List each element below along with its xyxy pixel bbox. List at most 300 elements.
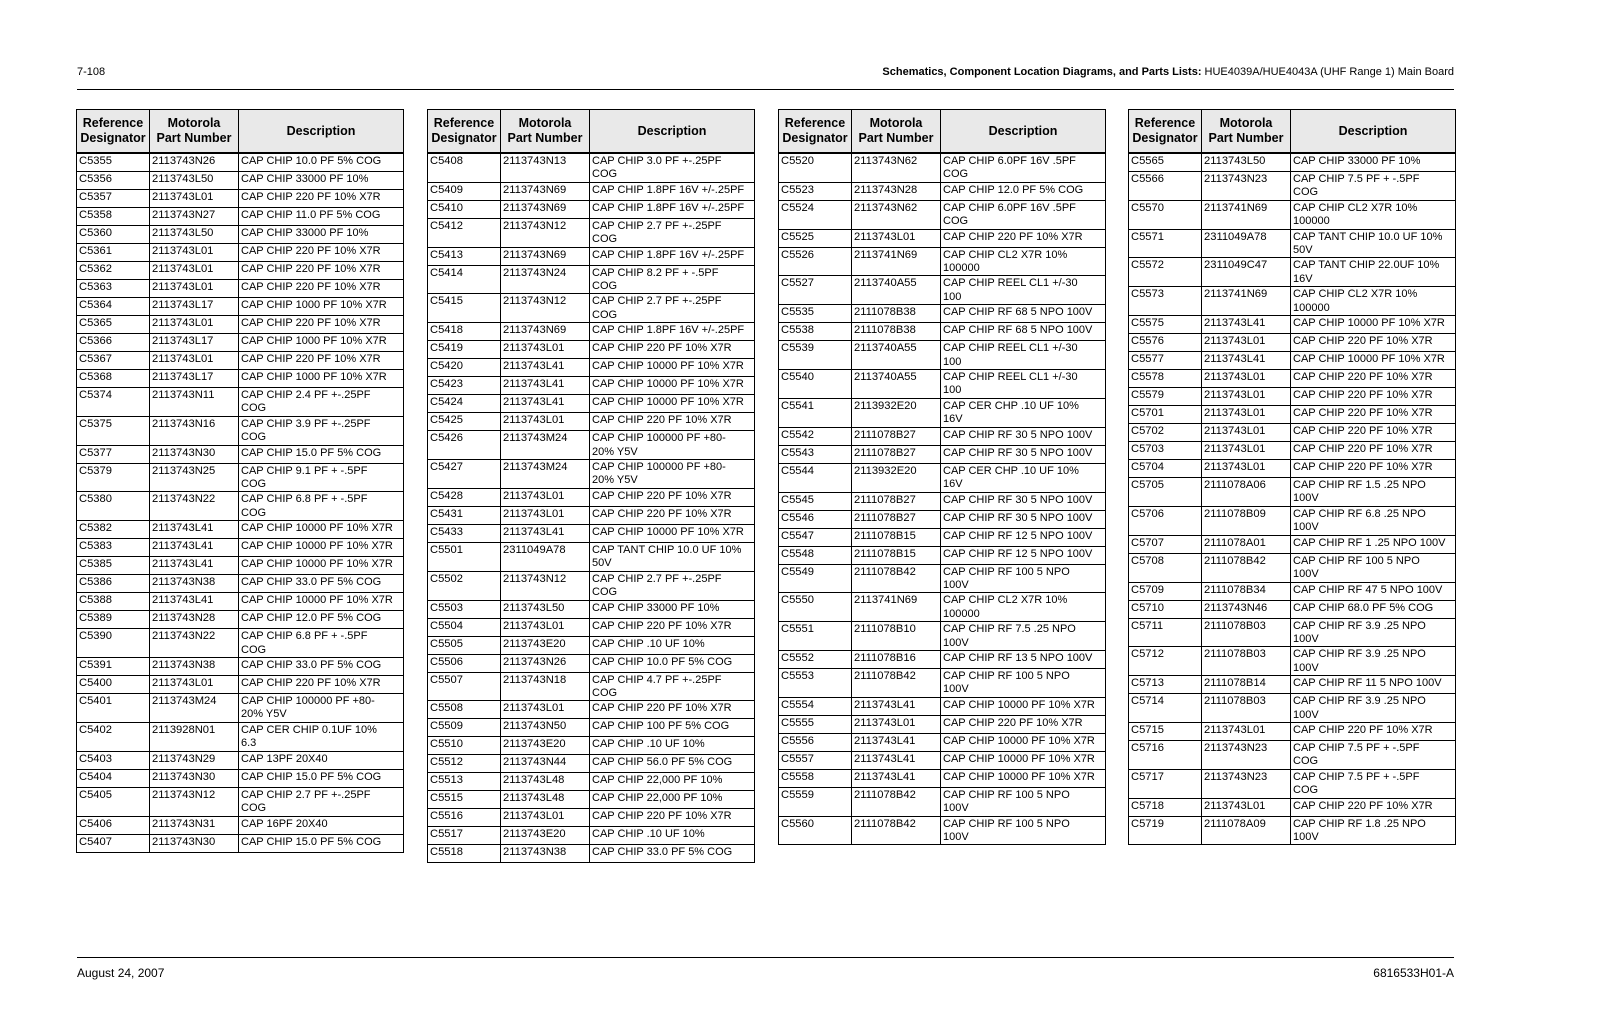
table-row <box>77 593 404 611</box>
table-row <box>77 658 404 676</box>
table-row <box>779 463 1106 492</box>
part-number: 2113743N12 <box>501 294 590 323</box>
part-number: 2113743L41 <box>852 697 941 715</box>
col-header-part-number: Motorola Part Number <box>1202 110 1291 154</box>
table-row <box>1129 816 1456 845</box>
part-number: 2111078A01 <box>1202 535 1291 553</box>
part-number: 2113743N30 <box>150 769 239 787</box>
part-number: 2113743L41 <box>852 733 941 751</box>
description: CAP CHIP RF 100 5 NPO 100V <box>941 564 1106 593</box>
reference-designator: C5413 <box>428 247 501 265</box>
table-row <box>77 153 404 172</box>
part-number: 2113743L01 <box>501 341 590 359</box>
description: CAP CHIP 11.0 PF 5% COG <box>239 208 404 226</box>
part-number: 2113743L41 <box>1202 316 1291 334</box>
table-row <box>428 701 755 719</box>
description: CAP CHIP 220 PF 10% X7R <box>1291 334 1456 352</box>
table-row <box>428 524 755 542</box>
part-number: 2113743N69 <box>501 323 590 341</box>
reference-designator: C5554 <box>779 697 852 715</box>
part-number: 2113740A55 <box>852 370 941 399</box>
reference-designator: C5517 <box>428 827 501 845</box>
table-row <box>77 416 404 445</box>
part-number: 2113743N11 <box>150 388 239 417</box>
table-row <box>1129 424 1456 442</box>
description: CAP CHIP .10 UF 10% <box>590 636 755 654</box>
table-row <box>77 676 404 694</box>
part-number: 2111078B15 <box>852 546 941 564</box>
reference-designator: C5410 <box>428 200 501 218</box>
part-number: 2111078B16 <box>852 650 941 668</box>
reference-designator: C5712 <box>1129 647 1202 676</box>
reference-designator: C5366 <box>77 334 150 352</box>
description: CAP CHIP 1.8PF 16V +/-.25PF <box>590 323 755 341</box>
col-header-description: Description <box>1291 110 1456 154</box>
reference-designator: C5555 <box>779 715 852 733</box>
reference-designator: C5424 <box>428 395 501 413</box>
reference-designator: C5360 <box>77 226 150 244</box>
part-number: 2113743L41 <box>501 377 590 395</box>
table-row <box>779 715 1106 733</box>
reference-designator: C5556 <box>779 733 852 751</box>
table-row <box>1129 172 1456 201</box>
reference-designator: C5355 <box>77 153 150 172</box>
part-number: 2113743L01 <box>1202 388 1291 406</box>
table-row <box>1129 553 1456 582</box>
description: CAP CHIP 220 PF 10% X7R <box>239 280 404 298</box>
part-number: 2113743N31 <box>150 816 239 834</box>
description: CAP CHIP 220 PF 10% X7R <box>239 262 404 280</box>
reference-designator: C5525 <box>779 229 852 247</box>
reference-designator: C5363 <box>77 280 150 298</box>
table-row <box>1129 582 1456 600</box>
table-row <box>77 575 404 593</box>
reference-designator: C5565 <box>1129 153 1202 172</box>
reference-designator: C5361 <box>77 244 150 262</box>
part-number: 2113743L17 <box>150 334 239 352</box>
reference-designator: C5374 <box>77 388 150 417</box>
reference-designator: C5412 <box>428 218 501 247</box>
reference-designator: C5711 <box>1129 618 1202 647</box>
description: CAP CER CHIP 0.1UF 10% 6.3 <box>239 722 404 751</box>
description: CAP CHIP RF 3.9 .25 NPO 100V <box>1291 618 1456 647</box>
table-row <box>77 816 404 834</box>
description: CAP CHIP 10000 PF 10% X7R <box>239 557 404 575</box>
part-number: 2113743N18 <box>501 672 590 701</box>
description: CAP CHIP 10000 PF 10% X7R <box>590 524 755 542</box>
reference-designator: C5704 <box>1129 460 1202 478</box>
part-number: 2111078B10 <box>852 622 941 651</box>
part-number: 2113743N23 <box>1202 740 1291 769</box>
description: CAP CHIP 10000 PF 10% X7R <box>239 521 404 539</box>
part-number: 2111078B03 <box>1202 694 1291 723</box>
table-row <box>77 370 404 388</box>
table-row <box>779 427 1106 445</box>
reference-designator: C5708 <box>1129 553 1202 582</box>
reference-designator: C5510 <box>428 737 501 755</box>
description: CAP CHIP RF 12 5 NPO 100V <box>941 546 1106 564</box>
description: CAP CHIP 22,000 PF 10% <box>590 791 755 809</box>
description: CAP CHIP 2.7 PF +-.25PF COG <box>590 218 755 247</box>
table-row <box>779 323 1106 341</box>
col-header-description: Description <box>941 110 1106 154</box>
part-number: 2113743N12 <box>501 571 590 600</box>
part-number: 2113743L01 <box>150 676 239 694</box>
col-header-reference: Reference Designator <box>77 110 150 154</box>
parts-table-3 <box>778 109 1106 845</box>
part-number: 2113743L01 <box>1202 798 1291 816</box>
description: CAP CHIP 15.0 PF 5% COG <box>239 445 404 463</box>
table-row <box>77 722 404 751</box>
description: CAP CHIP 1.8PF 16V +/-.25PF <box>590 247 755 265</box>
part-number: 2113743N69 <box>501 182 590 200</box>
part-number: 2113741N69 <box>1202 287 1291 316</box>
description: CAP CHIP 220 PF 10% X7R <box>590 341 755 359</box>
description: CAP CHIP REEL CL1 +/-30 100 <box>941 370 1106 399</box>
description: CAP CHIP .10 UF 10% <box>590 827 755 845</box>
part-number: 2113743L41 <box>501 524 590 542</box>
reference-designator: C5573 <box>1129 287 1202 316</box>
description: CAP CHIP 10000 PF 10% X7R <box>590 395 755 413</box>
table-row <box>779 668 1106 697</box>
description: CAP CHIP 3.9 PF +-.25PF COG <box>239 416 404 445</box>
table-row <box>1129 722 1456 740</box>
table-row <box>77 694 404 723</box>
table-row <box>779 697 1106 715</box>
description: CAP CER CHP .10 UF 10% 16V <box>941 463 1106 492</box>
table-row <box>77 388 404 417</box>
reference-designator: C5718 <box>1129 798 1202 816</box>
reference-designator: C5368 <box>77 370 150 388</box>
description: CAP CHIP 10000 PF 10% X7R <box>1291 352 1456 370</box>
table-row <box>77 611 404 629</box>
description: CAP CHIP CL2 X7R 10% 100000 <box>941 593 1106 622</box>
table-row <box>77 557 404 575</box>
part-number: 2113743L01 <box>501 488 590 506</box>
reference-designator: C5407 <box>77 834 150 852</box>
description: CAP CHIP 15.0 PF 5% COG <box>239 769 404 787</box>
description: CAP CHIP RF 1.8 .25 NPO 100V <box>1291 816 1456 845</box>
col-header-reference: Reference Designator <box>428 110 501 154</box>
description: CAP CHIP 220 PF 10% X7R <box>239 352 404 370</box>
description: CAP CHIP 33.0 PF 5% COG <box>239 658 404 676</box>
table-row <box>428 506 755 524</box>
reference-designator: C5409 <box>428 182 501 200</box>
part-number: 2113743L01 <box>1202 460 1291 478</box>
description: CAP CHIP RF 100 5 NPO 100V <box>1291 553 1456 582</box>
description: CAP CHIP RF 13 5 NPO 100V <box>941 650 1106 668</box>
table-row <box>1129 153 1456 172</box>
part-number: 2113743L48 <box>501 791 590 809</box>
reference-designator: C5578 <box>1129 370 1202 388</box>
part-number: 2111078B42 <box>852 787 941 816</box>
part-number: 2113743N25 <box>150 463 239 492</box>
part-number: 2113743L01 <box>1202 334 1291 352</box>
description: CAP CHIP 220 PF 10% X7R <box>239 244 404 262</box>
table-row <box>779 370 1106 399</box>
table-row <box>779 751 1106 769</box>
part-number: 2113743L50 <box>1202 153 1291 172</box>
part-number: 2311049C47 <box>1202 258 1291 287</box>
description: CAP CHIP 10000 PF 10% X7R <box>941 769 1106 787</box>
reference-designator: C5566 <box>1129 172 1202 201</box>
table-row <box>779 564 1106 593</box>
part-number: 2113743N30 <box>150 834 239 852</box>
table-row <box>779 247 1106 276</box>
part-number: 2113743L50 <box>150 172 239 190</box>
description: CAP CHIP CL2 X7R 10% 100000 <box>1291 200 1456 229</box>
reference-designator: C5428 <box>428 488 501 506</box>
reference-designator: C5406 <box>77 816 150 834</box>
table-row <box>77 280 404 298</box>
description: CAP CHIP 2.7 PF +-.25PF COG <box>590 571 755 600</box>
reference-designator: C5425 <box>428 413 501 431</box>
table-row <box>428 323 755 341</box>
reference-designator: C5419 <box>428 341 501 359</box>
table-row <box>428 636 755 654</box>
description: CAP 13PF 20X40 <box>239 751 404 769</box>
reference-designator: C5501 <box>428 542 501 571</box>
table-row <box>1129 478 1456 507</box>
table-row <box>779 650 1106 668</box>
reference-designator: C5503 <box>428 600 501 618</box>
part-number: 2111078A09 <box>1202 816 1291 845</box>
part-number: 2113743L01 <box>852 715 941 733</box>
part-number: 2113743E20 <box>501 827 590 845</box>
description: CAP CHIP 220 PF 10% X7R <box>239 316 404 334</box>
part-number: 2113743L01 <box>501 809 590 827</box>
reference-designator: C5710 <box>1129 600 1202 618</box>
reference-designator: C5549 <box>779 564 852 593</box>
part-number: 2113932E20 <box>852 463 941 492</box>
description: CAP CHIP 10000 PF 10% X7R <box>941 697 1106 715</box>
table-row <box>1129 676 1456 694</box>
table-row <box>428 359 755 377</box>
reference-designator: C5386 <box>77 575 150 593</box>
reference-designator: C5400 <box>77 676 150 694</box>
reference-designator: C5431 <box>428 506 501 524</box>
part-number: 2113743L41 <box>501 359 590 377</box>
reference-designator: C5405 <box>77 787 150 816</box>
part-number: 2113743L01 <box>150 262 239 280</box>
part-number: 2113743L41 <box>150 521 239 539</box>
reference-designator: C5391 <box>77 658 150 676</box>
description: CAP CHIP RF 30 5 NPO 100V <box>941 510 1106 528</box>
reference-designator: C5542 <box>779 427 852 445</box>
table-row <box>779 733 1106 751</box>
reference-designator: C5389 <box>77 611 150 629</box>
part-number: 2113743L48 <box>501 773 590 791</box>
reference-designator: C5414 <box>428 265 501 294</box>
part-number: 2113743N12 <box>501 218 590 247</box>
description: CAP TANT CHIP 10.0 UF 10% 50V <box>590 542 755 571</box>
reference-designator: C5408 <box>428 153 501 182</box>
part-number: 2113743N44 <box>501 755 590 773</box>
reference-designator: C5717 <box>1129 769 1202 798</box>
part-number: 2113743L17 <box>150 370 239 388</box>
reference-designator: C5572 <box>1129 258 1202 287</box>
part-number: 2113741N69 <box>852 247 941 276</box>
reference-designator: C5433 <box>428 524 501 542</box>
description: CAP CHIP 7.5 PF + -.5PF COG <box>1291 172 1456 201</box>
table-row <box>779 492 1106 510</box>
description: CAP CHIP 33.0 PF 5% COG <box>590 845 755 863</box>
reference-designator: C5703 <box>1129 442 1202 460</box>
reference-designator: C5546 <box>779 510 852 528</box>
table-row <box>779 445 1106 463</box>
reference-designator: C5505 <box>428 636 501 654</box>
reference-designator: C5404 <box>77 769 150 787</box>
part-number: 2113743L01 <box>150 190 239 208</box>
table-row <box>77 521 404 539</box>
part-number: 2113743L01 <box>150 352 239 370</box>
description: CAP CHIP RF 100 5 NPO 100V <box>941 816 1106 845</box>
part-number: 2113740A55 <box>852 276 941 305</box>
reference-designator: C5701 <box>1129 406 1202 424</box>
part-number: 2113743L01 <box>501 618 590 636</box>
description: CAP CHIP 1000 PF 10% X7R <box>239 370 404 388</box>
table-row <box>428 571 755 600</box>
part-number: 2113743L41 <box>852 769 941 787</box>
reference-designator: C5362 <box>77 262 150 280</box>
reference-designator: C5390 <box>77 629 150 658</box>
reference-designator: C5705 <box>1129 478 1202 507</box>
table-row <box>77 298 404 316</box>
part-number: 2113743N69 <box>501 247 590 265</box>
table-row <box>1129 798 1456 816</box>
part-number: 2113743L01 <box>1202 722 1291 740</box>
table-row <box>1129 600 1456 618</box>
reference-designator: C5553 <box>779 668 852 697</box>
part-number: 2113743L01 <box>852 229 941 247</box>
part-number: 2113743N46 <box>1202 600 1291 618</box>
description: CAP CHIP 220 PF 10% X7R <box>590 809 755 827</box>
part-number: 2113743L41 <box>501 395 590 413</box>
table-row <box>77 352 404 370</box>
table-row <box>428 488 755 506</box>
part-number: 2113743N28 <box>852 182 941 200</box>
part-number: 2111078B42 <box>1202 553 1291 582</box>
reference-designator: C5508 <box>428 701 501 719</box>
part-number: 2113932E20 <box>852 398 941 427</box>
part-number: 2113743N62 <box>852 153 941 182</box>
table-row <box>1129 694 1456 723</box>
table-row <box>1129 618 1456 647</box>
table-row <box>428 791 755 809</box>
part-number: 2113743L50 <box>150 226 239 244</box>
col-header-description: Description <box>590 110 755 154</box>
col-header-description: Description <box>239 110 404 154</box>
part-number: 2113743N50 <box>501 719 590 737</box>
table-row <box>428 773 755 791</box>
reference-designator: C5357 <box>77 190 150 208</box>
table-row <box>428 265 755 294</box>
description: CAP CHIP RF 30 5 NPO 100V <box>941 445 1106 463</box>
description: CAP CHIP 220 PF 10% X7R <box>590 413 755 431</box>
description: CAP CHIP 220 PF 10% X7R <box>590 506 755 524</box>
part-number: 2113743L41 <box>150 593 239 611</box>
reference-designator: C5550 <box>779 593 852 622</box>
description: CAP CHIP 220 PF 10% X7R <box>941 715 1106 733</box>
description: CAP CHIP RF 47 5 NPO 100V <box>1291 582 1456 600</box>
description: CAP CHIP 100000 PF +80- 20% Y5V <box>590 460 755 489</box>
table-row <box>1129 442 1456 460</box>
table-row <box>428 431 755 460</box>
reference-designator: C5379 <box>77 463 150 492</box>
reference-designator: C5523 <box>779 182 852 200</box>
description: CAP CHIP 8.2 PF + -.5PF COG <box>590 265 755 294</box>
description: CAP CHIP 220 PF 10% X7R <box>239 676 404 694</box>
table-row <box>779 305 1106 323</box>
part-number: 2113743E20 <box>501 737 590 755</box>
description: CAP CHIP 33.0 PF 5% COG <box>239 575 404 593</box>
reference-designator: C5524 <box>779 200 852 229</box>
table-row <box>779 593 1106 622</box>
table-row <box>77 244 404 262</box>
table-row <box>1129 506 1456 535</box>
reference-designator: C5551 <box>779 622 852 651</box>
table-row <box>77 769 404 787</box>
description: CAP CHIP 1.8PF 16V +/-.25PF <box>590 182 755 200</box>
description: CAP CHIP 2.7 PF +-.25PF COG <box>590 294 755 323</box>
part-number: 2311049A78 <box>501 542 590 571</box>
reference-designator: C5575 <box>1129 316 1202 334</box>
part-number: 2113743L01 <box>501 701 590 719</box>
table-row <box>779 229 1106 247</box>
description: CAP CHIP 33000 PF 10% <box>239 226 404 244</box>
reference-designator: C5426 <box>428 431 501 460</box>
description: CAP CHIP REEL CL1 +/-30 100 <box>941 276 1106 305</box>
part-number: 2113740A55 <box>852 341 941 370</box>
description: CAP CHIP 12.0 PF 5% COG <box>941 182 1106 200</box>
reference-designator: C5538 <box>779 323 852 341</box>
table-row <box>779 816 1106 845</box>
reference-designator: C5367 <box>77 352 150 370</box>
description: CAP CHIP RF 30 5 NPO 100V <box>941 492 1106 510</box>
page-title-rest: HUE4039A/HUE4043A (UHF Range 1) Main Board <box>1201 66 1454 78</box>
table-row <box>779 341 1106 370</box>
description: CAP CHIP 10.0 PF 5% COG <box>590 654 755 672</box>
table-row <box>428 341 755 359</box>
description: CAP CHIP 220 PF 10% X7R <box>1291 460 1456 478</box>
reference-designator: C5539 <box>779 341 852 370</box>
description: CAP CHIP 220 PF 10% X7R <box>1291 442 1456 460</box>
description: CAP CHIP 22,000 PF 10% <box>590 773 755 791</box>
part-number: 2111078A06 <box>1202 478 1291 507</box>
header-rule <box>77 89 1454 90</box>
table-row <box>428 845 755 863</box>
table-row <box>1129 316 1456 334</box>
table-row <box>1129 200 1456 229</box>
table-row <box>428 672 755 701</box>
reference-designator: C5527 <box>779 276 852 305</box>
description: CAP CHIP 10000 PF 10% X7R <box>1291 316 1456 334</box>
reference-designator: C5507 <box>428 672 501 701</box>
description: CAP 16PF 20X40 <box>239 816 404 834</box>
table-row <box>1129 352 1456 370</box>
description: CAP CHIP 9.1 PF + -.5PF COG <box>239 463 404 492</box>
description: CAP CHIP 7.5 PF + -.5PF COG <box>1291 769 1456 798</box>
description: CAP CHIP RF 68 5 NPO 100V <box>941 323 1106 341</box>
table-row <box>1129 535 1456 553</box>
reference-designator: C5570 <box>1129 200 1202 229</box>
description: CAP CHIP 68.0 PF 5% COG <box>1291 600 1456 618</box>
table-row <box>428 294 755 323</box>
description: CAP CHIP 10000 PF 10% X7R <box>590 359 755 377</box>
table-row <box>779 528 1106 546</box>
table-row <box>1129 258 1456 287</box>
description: CAP CHIP 3.0 PF +-.25PF COG <box>590 153 755 182</box>
